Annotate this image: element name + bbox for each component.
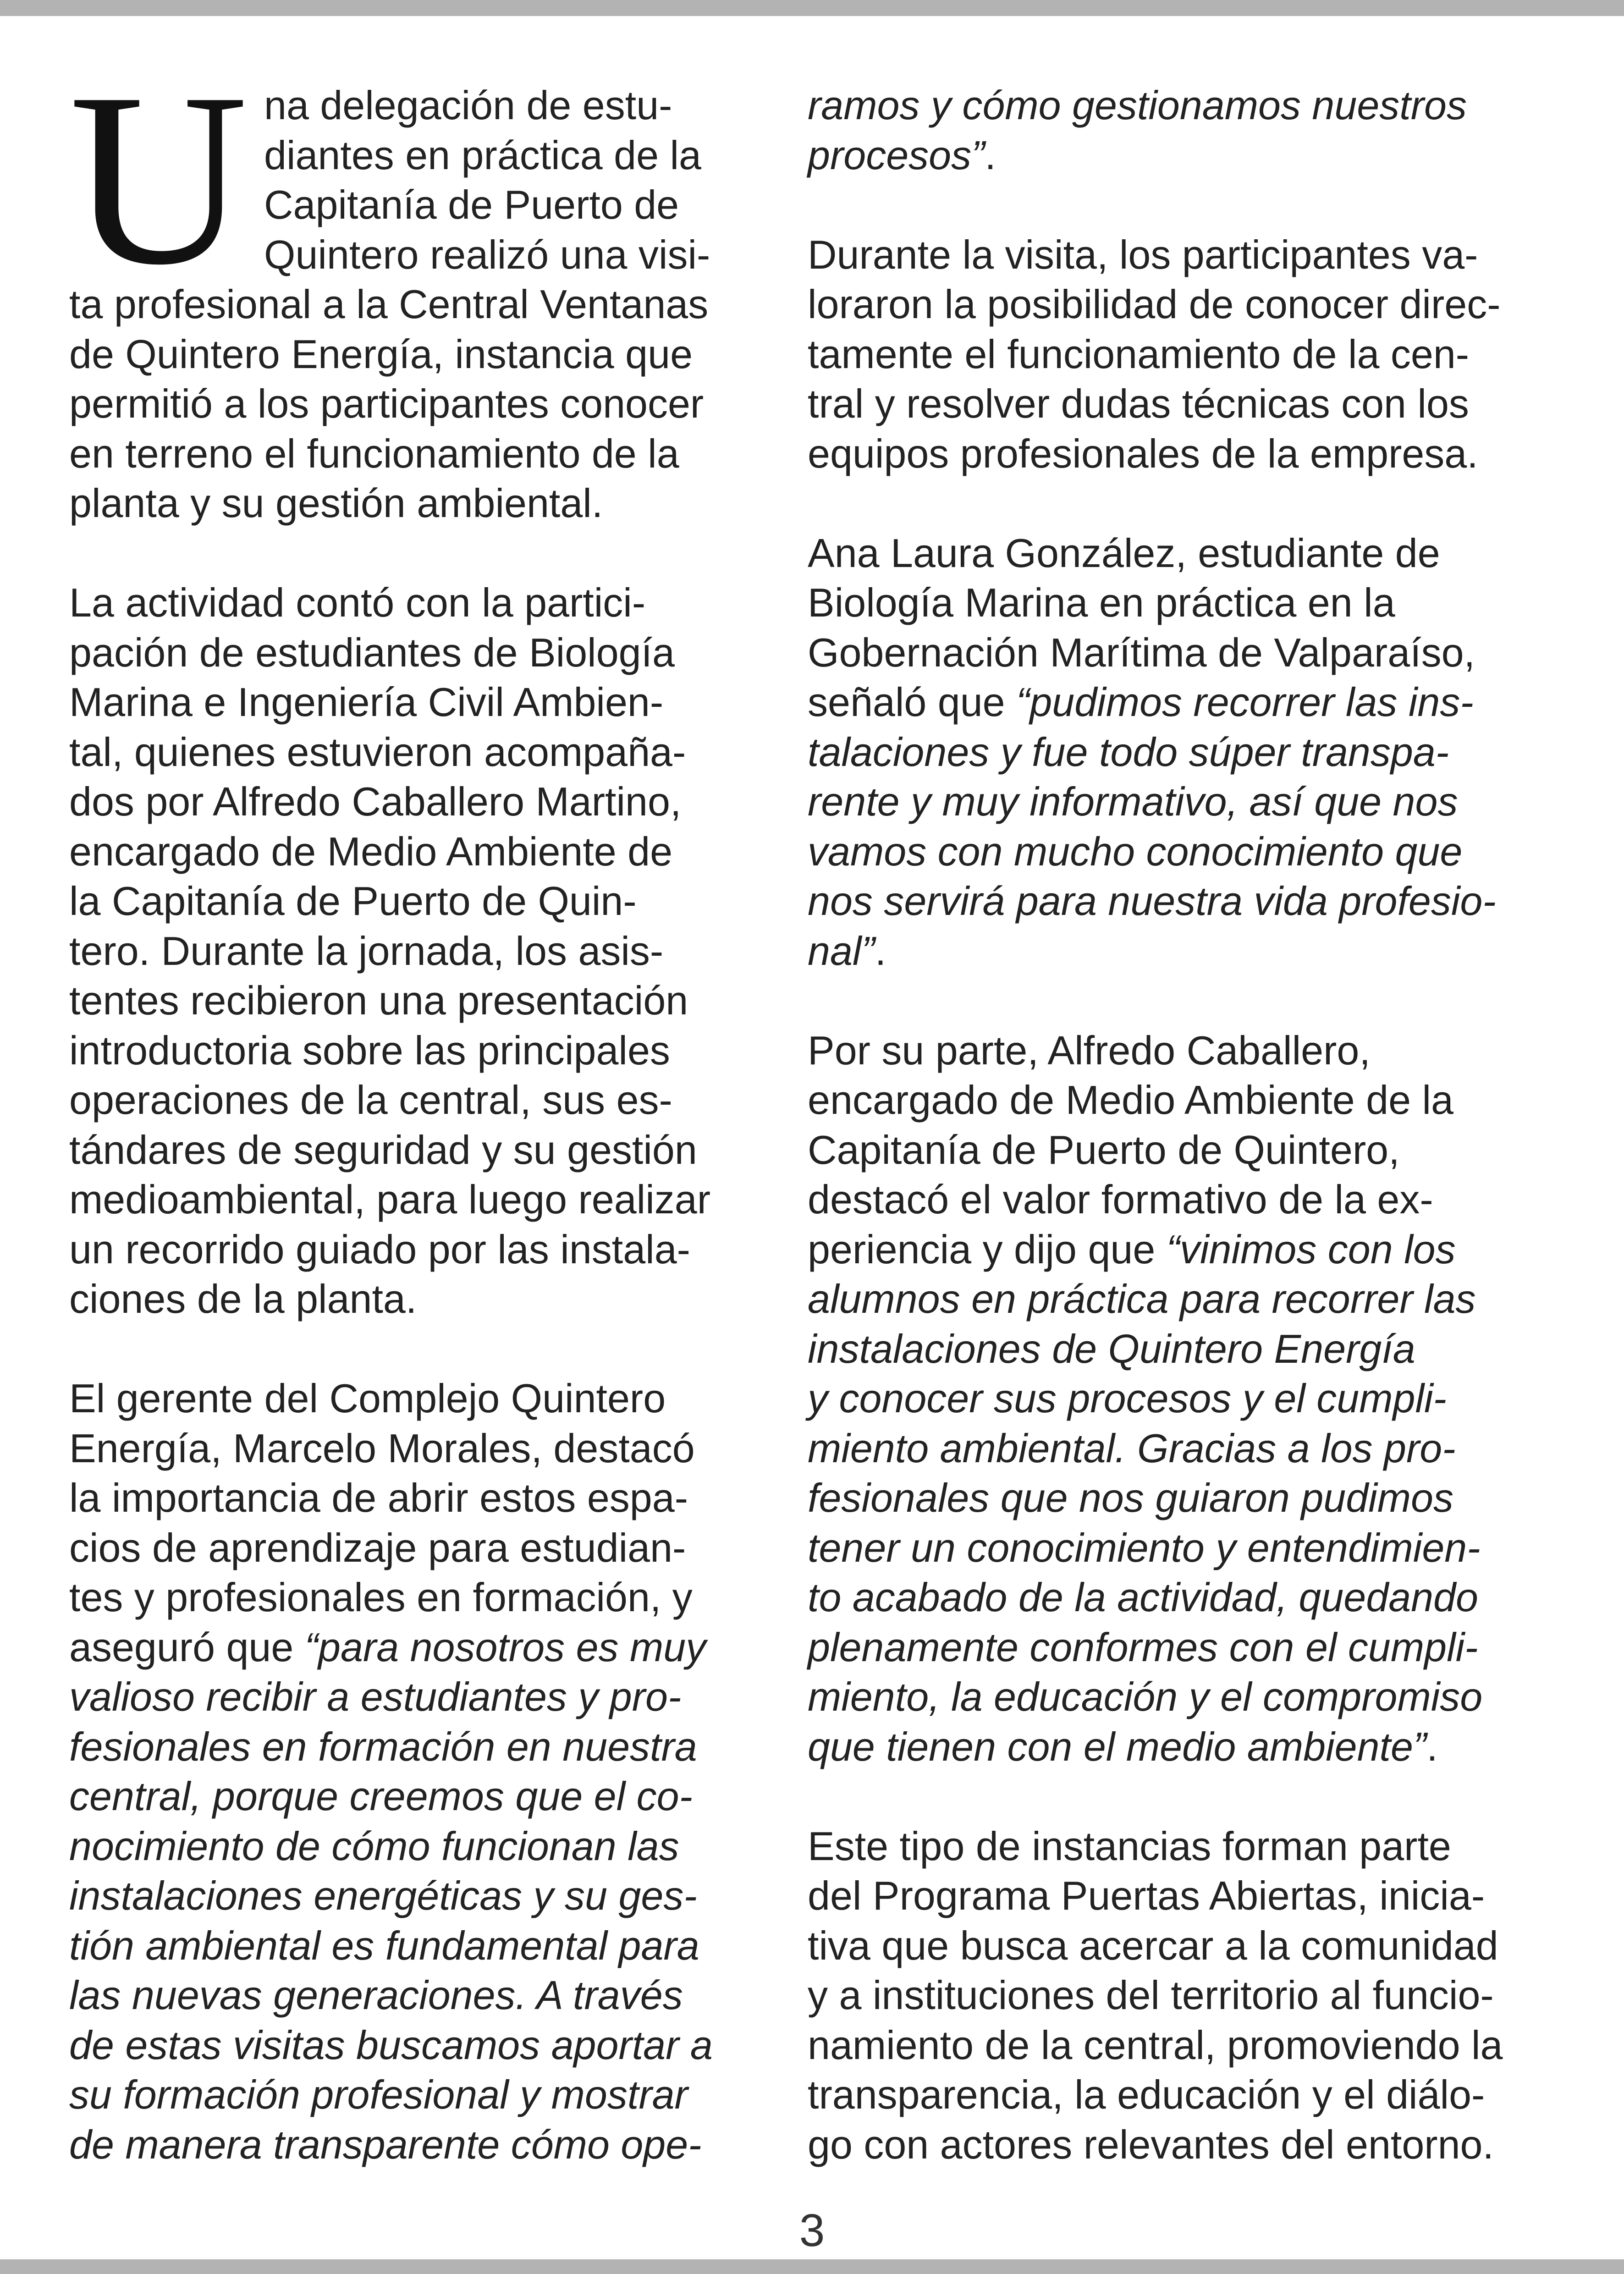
quote-line: plenamente conformes con el cumpli- — [808, 1624, 1478, 1670]
quote-line: nos servirá para nuestra vida profesio- — [808, 878, 1496, 924]
text-line: operaciones de la central, sus es- — [69, 1077, 672, 1123]
text-line: la importancia de abrir estos espa- — [69, 1475, 688, 1520]
quote-line: rente y muy informativo, así que nos — [808, 779, 1458, 824]
text-line — [808, 1722, 1559, 1772]
text-run: señaló que — [808, 679, 1017, 725]
quote-text: nal” — [808, 928, 875, 974]
text-line: cios de aprendizaje para estudian- — [69, 1525, 686, 1570]
text-run: aseguró que — [69, 1624, 305, 1670]
text-line: tándares de seguridad y su gestión — [69, 1127, 697, 1173]
quote-text: “para nosotros es muy — [304, 1624, 706, 1670]
text-line: permitió a los participantes conocer — [69, 381, 704, 426]
text-line: introductoria sobre las principales — [69, 1027, 670, 1073]
quote-text: que tienen con el medio ambiente” — [808, 1723, 1427, 1769]
text-line: Por su parte, Alfredo Caballero, — [808, 1027, 1371, 1073]
text-line: equipos profesionales de la empresa. — [808, 430, 1478, 476]
text-line: Capitanía de Puerto de Quintero, — [808, 1127, 1400, 1173]
text-line: tero. Durante la jornada, los asis- — [69, 928, 664, 974]
quote-line: valioso recibir a estudiantes y pro- — [69, 1674, 682, 1719]
text-line: La actividad contó con la partici- — [69, 580, 646, 625]
page-number: 3 — [799, 2205, 825, 2256]
text-line: del Programa Puertas Abiertas, inicia- — [808, 1873, 1485, 1918]
quote-line: tener un conocimiento y entendimien- — [808, 1525, 1481, 1570]
text-line: destacó el valor formativo de la ex- — [808, 1177, 1433, 1222]
text-line: Capitanía de Puerto de — [264, 182, 679, 227]
text-line: tentes recibieron una presentación — [69, 978, 688, 1023]
quote-line: fesionales en formación en nuestra — [69, 1723, 697, 1769]
quote-line: su formación profesional y mostrar — [69, 2072, 688, 2117]
text-run: periencia y dijo que — [808, 1226, 1167, 1272]
quote-line: talaciones y fue todo súper transpa- — [808, 729, 1449, 775]
text-line: ta profesional a la Central Ventanas — [69, 281, 709, 327]
quote-line: y conocer sus procesos y el cumpli- — [808, 1376, 1447, 1421]
quote-line: las nuevas generaciones. A través — [69, 1972, 683, 2018]
text-line: dos por Alfredo Caballero Martino, — [69, 779, 682, 824]
text-line: tes y profesionales en formación, y — [69, 1575, 693, 1620]
text-line — [808, 926, 1559, 976]
text-line: Ana Laura González, estudiante de — [808, 530, 1440, 576]
text-line — [69, 1623, 766, 1673]
quote-line: to acabado de la actividad, quedando — [808, 1575, 1478, 1620]
paragraph-manager-quote — [69, 1374, 766, 2169]
text-run: . — [1426, 1723, 1438, 1769]
quote-line: miento, la educación y el compromiso — [808, 1674, 1483, 1719]
text-line: diantes en práctica de la — [264, 132, 701, 178]
paragraph-activity — [69, 578, 766, 1324]
text-line: tamente el funcionamiento de la cen- — [808, 331, 1470, 377]
text-line: un recorrido guiado por las instala- — [69, 1226, 690, 1272]
quote-line: fesionales que nos guiaron pudimos — [808, 1475, 1453, 1520]
text-line: Durante la visita, los participantes va- — [808, 231, 1478, 277]
text-line: na delegación de estu- — [264, 83, 672, 128]
quote-line: vamos con mucho conocimiento que — [808, 828, 1463, 874]
quote-text: procesos” — [808, 132, 985, 178]
text-line: Energía, Marcelo Morales, destacó — [69, 1425, 695, 1471]
text-line: Quintero realizó una visi- — [264, 231, 710, 277]
text-run: . — [985, 132, 996, 178]
text-line: El gerente del Complejo Quintero — [69, 1376, 666, 1421]
drop-cap: U — [69, 42, 248, 316]
paragraph-program — [808, 1822, 1559, 2170]
text-line: ciones de la planta. — [69, 1276, 417, 1321]
text-line: encargado de Medio Ambiente de la — [808, 1077, 1453, 1123]
paragraph-manager-quote-continued — [808, 81, 1559, 180]
text-line: namiento de la central, promoviendo la — [808, 2022, 1503, 2068]
quote-line: nocimiento de cómo funcionan las — [69, 1823, 679, 1869]
text-line: de Quintero Energía, instancia que — [69, 331, 693, 377]
text-line: loraron la posibilidad de conocer direc- — [808, 281, 1501, 327]
text-line: tral y resolver dudas técnicas con los — [808, 381, 1469, 426]
text-line: go con actores relevantes del entorno. — [808, 2121, 1494, 2167]
quote-text: “vinimos con los — [1166, 1226, 1456, 1272]
text-line: Gobernación Marítima de Valparaíso, — [808, 629, 1475, 675]
text-line: en terreno el funcionamiento de la — [69, 430, 679, 476]
quote-line: central, porque creemos que el co- — [69, 1773, 693, 1819]
text-line: pación de estudiantes de Biología — [69, 629, 675, 675]
text-line — [808, 677, 1559, 727]
quote-line: tión ambiental es fundamental para — [69, 1922, 699, 1968]
quote-line: ramos y cómo gestionamos nuestros — [808, 83, 1467, 128]
top-border — [0, 0, 1624, 16]
text-line: la Capitanía de Puerto de Quin- — [69, 878, 637, 924]
text-line: Este tipo de instancias forman parte — [808, 1823, 1451, 1869]
text-line: transparencia, la educación y el diálo- — [808, 2072, 1485, 2117]
text-line: Marina e Ingeniería Civil Ambien- — [69, 679, 664, 725]
text-line: tal, quienes estuvieron acompaña- — [69, 729, 686, 775]
text-line — [808, 131, 1559, 181]
text-line: encargado de Medio Ambiente de — [69, 828, 673, 874]
article-column-left — [69, 81, 766, 2169]
quote-text: “pudimos recorrer las ins- — [1016, 679, 1474, 725]
paragraph-intro — [69, 81, 766, 529]
paragraph-student-quote — [808, 529, 1559, 976]
text-line: y a instituciones del territorio al funcio- — [808, 1972, 1494, 2018]
text-line: Biología Marina en práctica en la — [808, 580, 1395, 625]
paragraph-visit — [808, 230, 1559, 479]
text-line: tiva que busca acercar a la comunidad — [808, 1922, 1498, 1968]
text-run: . — [875, 928, 886, 974]
quote-line: instalaciones de Quintero Energía — [808, 1326, 1415, 1371]
paragraph-caballero-quote — [808, 1026, 1559, 1772]
quote-line: miento ambiental. Gracias a los pro- — [808, 1425, 1456, 1471]
text-line — [808, 1225, 1559, 1275]
article-column-right — [808, 81, 1559, 2169]
quote-line: alumnos en práctica para recorrer las — [808, 1276, 1476, 1321]
quote-line: instalaciones energéticas y su ges- — [69, 1873, 697, 1918]
quote-line: de manera transparente cómo ope- — [69, 2121, 702, 2167]
text-line: medioambiental, para luego realizar — [69, 1177, 711, 1222]
quote-line: de estas visitas buscamos aportar a — [69, 2022, 713, 2068]
bottom-border — [0, 2259, 1624, 2274]
text-line: planta y su gestión ambiental. — [69, 480, 603, 526]
